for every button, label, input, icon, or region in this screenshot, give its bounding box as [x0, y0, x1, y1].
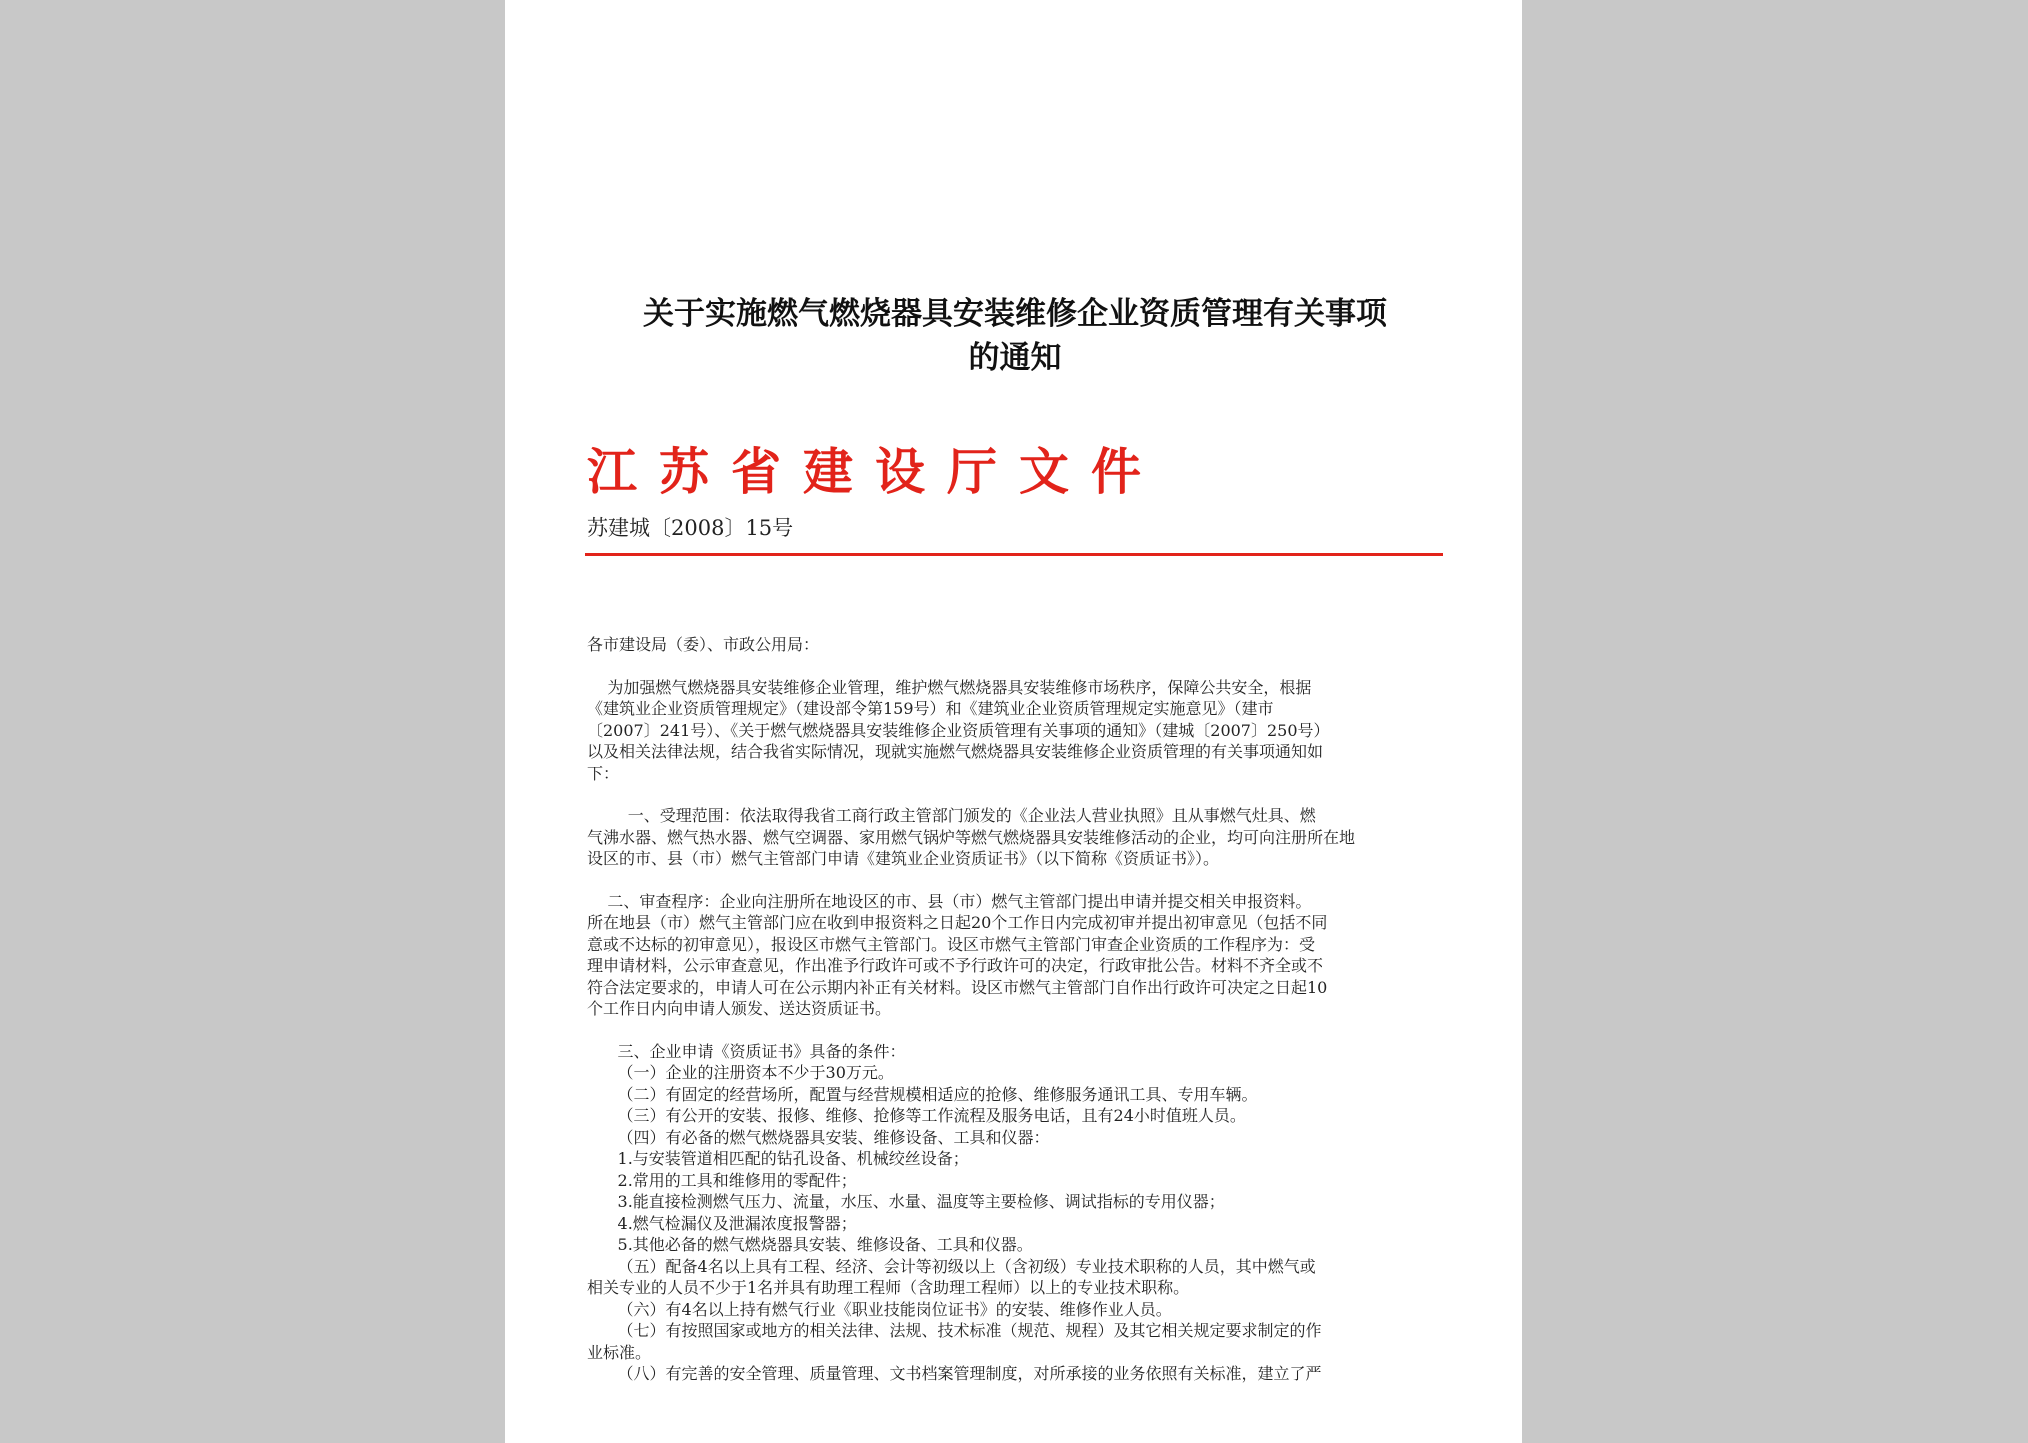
section-1-paragraph [587, 805, 1445, 870]
text-line: 1.与安装管道相匹配的钻孔设备、机械绞丝设备； [587, 1149, 969, 1168]
text-line: （一）企业的注册资本不少于30万元。 [587, 1063, 894, 1082]
text-line: 一、受理范围：依法取得我省工商行政主管部门颁发的《企业法人营业执照》且从事燃气灶具、燃 [587, 806, 1316, 825]
text-line: （六）有4名以上持有燃气行业《职业技能岗位证书》的安装、维修作业人员。 [587, 1299, 1172, 1319]
section-2-paragraph [587, 891, 1445, 1020]
text-line: 二、审查程序：企业向注册所在地设区的市、县（市）燃气主管部门提出申请并提交相关申报资料。 [587, 891, 1312, 911]
text-line: 符合法定要求的，申请人可在公示期内补正有关材料。设区市燃气主管部门自作出行政许可决定之日起10 [587, 977, 1328, 997]
text-line: 3.能直接检测燃气压力、流量，水压、水量、温度等主要检修、调试指标的专用仪器； [587, 1192, 1225, 1211]
text-line: 为加强燃气燃烧器具安装维修企业管理，维护燃气燃烧器具安装维修市场秩序，保障公共安全，根据 [587, 677, 1312, 697]
text-line: （八）有完善的安全管理、质量管理、文书档案管理制度，对所承接的业务依照有关标准，建立了严 [587, 1364, 1322, 1383]
text-line: 以及相关法律法规，结合我省实际情况，现就实施燃气燃烧器具安装维修企业资质管理的有关事项通知如 [587, 742, 1324, 761]
text-line: 5.其他必备的燃气燃烧器具安装、维修设备、工具和仪器。 [587, 1235, 1033, 1254]
text-line: 业标准。 [587, 1342, 652, 1362]
text-line: 三、企业申请《资质证书》具备的条件： [587, 1041, 906, 1061]
document-page [505, 0, 1522, 1443]
text-line: 意或不达标的初审意见），报设区市燃气主管部门。设区市燃气主管部门审查企业资质的工作程序为：受 [587, 934, 1316, 954]
page-title [565, 292, 1465, 380]
issuer-header: 江苏省建设厅文件 [587, 442, 1163, 501]
text-line: （七）有按照国家或地方的相关法律、法规、技术标准（规范、规程）及其它相关规定要求制定的作 [587, 1321, 1322, 1340]
text-line: 理申请材料，公示审查意见，作出准予行政许可或不予行政许可的决定，行政审批公告。材料不齐全或不 [587, 956, 1324, 975]
text-line: （二）有固定的经营场所，配置与经营规模相适应的抢修、维修服务通讯工具、专用车辆。 [587, 1084, 1258, 1104]
text-line: 下： [587, 763, 620, 783]
title-line-2: 的通知 [968, 340, 1062, 376]
document-body [587, 634, 1445, 1385]
text-line: （三）有公开的安装、报修、维修、抢修等工作流程及服务电话，且有24小时值班人员。 [587, 1106, 1246, 1125]
text-line: 设区的市、县（市）燃气主管部门申请《建筑业企业资质证书》（以下简称《资质证书》）。 [587, 849, 1220, 868]
section-3-paragraph [587, 1041, 1445, 1385]
document-number: 苏建城〔2008〕15号 [587, 516, 794, 540]
text-line: 所在地县（市）燃气主管部门应在收到申报资料之日起20个工作日内完成初审并提出初审意见（包括不同 [587, 913, 1328, 932]
header-divider [585, 553, 1443, 556]
salutation: 各市建设局（委）、市政公用局： [587, 635, 820, 654]
text-line: 气沸水器、燃气热水器、燃气空调器、家用燃气锅炉等燃气燃烧器具安装维修活动的企业，均可向注册所在地 [587, 827, 1356, 847]
text-line: 〔2007〕241号）、《关于燃气燃烧器具安装维修企业资质管理有关事项的通知》（建城〔2007〕250号） [587, 720, 1330, 740]
text-line: （四）有必备的燃气燃烧器具安装、维修设备、工具和仪器： [587, 1127, 1050, 1147]
text-line: 《建筑业企业资质管理规定》（建设部令第159号）和《建筑业企业资质管理规定实施意见》（建市 [587, 699, 1274, 718]
text-line: 2.常用的工具和维修用的零配件； [587, 1170, 857, 1190]
text-line: （五）配备4名以上具有工程、经济、会计等初级以上（含初级）专业技术职称的人员，其中燃气或 [587, 1256, 1316, 1276]
text-line: 个工作日内向申请人颁发、送达资质证书。 [587, 999, 892, 1018]
text-line: 4.燃气检漏仪及泄漏浓度报警器； [587, 1213, 857, 1233]
text-line: 相关专业的人员不少于1名并具有助理工程师（含助理工程师）以上的专业技术职称。 [587, 1278, 1190, 1297]
intro-paragraph [587, 677, 1445, 785]
title-line-1: 关于实施燃气燃烧器具安装维修企业资质管理有关事项 [643, 296, 1387, 332]
